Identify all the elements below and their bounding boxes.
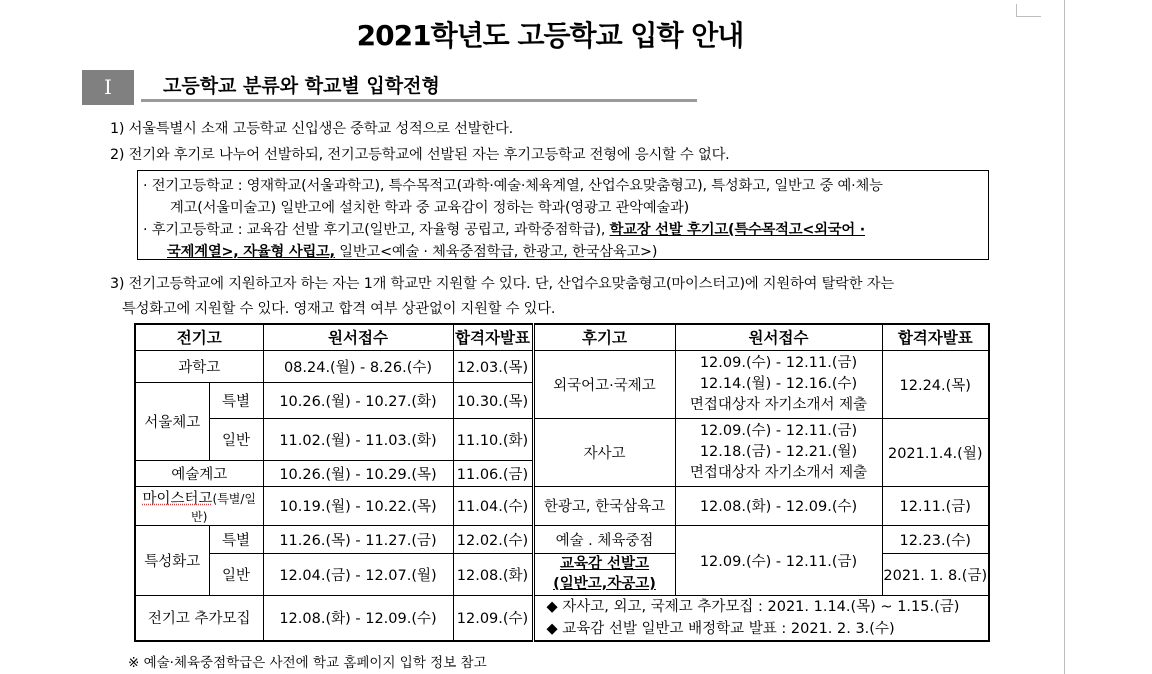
header-result: 합격자발표 — [453, 324, 533, 350]
school-type-box — [137, 170, 989, 260]
header-early: 전기고 — [135, 324, 263, 350]
late-notes: ◆ 자사고, 외고, 국제고 추가모집 : 2021. 1.14.(목) ~ 1.15.(금) ◆ 교육감 선발 일반고 배정학교 발표 : 2021. 2. 3.(수) — [533, 595, 989, 641]
header-apply: 원서접수 — [263, 324, 453, 350]
table-header-row — [135, 324, 989, 350]
header-late: 후기고 — [533, 324, 675, 350]
admission-schedule-table — [134, 323, 990, 642]
box-line-3: · 후기고등학교 : 교육감 선발 후기고(일반고, 자율형 공립고, 과학중점학급), 학교장 선발 후기고(특수목적고<외국어 · — [143, 222, 866, 238]
table-row: 전기고 추가모집 12.08.(화) - 12.09.(수) 12.09.(수) ◆ 자사고, 외고, 국제고 추가모집 : 2021. 1.14.(목) ~ 1.15.(금) ◆ 교육감 선발 일반고 배정학교 발표 : 2021. 2. 3.(수) — [135, 595, 989, 641]
section-title: 고등학교 분류와 학교별 입학전형 — [141, 70, 697, 102]
table-row: 특성화고 특별 11.26.(목) - 11.27.(금) 12.02.(수) 예술 . 체육중점 12.09.(수) - 12.11.(금) 12.23.(수) — [135, 525, 989, 553]
table-row: 과학고 08.24.(월) - 8.26.(수) 12.03.(목) 외국어고·국제고 12.09.(수) - 12.11.(금) 12.14.(월) - 12.16.(수) 면접대상자 자기소개서 제출 12.24.(목) — [135, 350, 989, 382]
item-1: 1) 서울특별시 소재 고등학교 신입생은 중학교 성적으로 선발한다. — [110, 121, 513, 137]
private-apply: 12.09.(수) - 12.11.(금) 12.18.(금) - 12.21.(월) 면접대상자 자기소개서 제출 — [675, 418, 882, 486]
header-result-late: 합격자발표 — [882, 324, 989, 350]
edu-select-name: 교육감 선발고 (일반고,자공고) — [533, 553, 675, 595]
table-row: 일반 12.04.(금) - 12.07.(월) 12.08.(화) 교육감 선발고 (일반고,자공고) 2021. 1. 8.(금) — [135, 553, 989, 595]
foreign-apply: 12.09.(수) - 12.11.(금) 12.14.(월) - 12.16.(수) 면접대상자 자기소개서 제출 — [675, 350, 882, 418]
item-2: 2) 전기와 후기로 나누어 선발하되, 전기고등학교에 선발된 자는 후기고등학교 전형에 응시할 수 없다. — [110, 147, 730, 163]
header-apply-late: 원서접수 — [675, 324, 882, 350]
page-title: 2021학년도 고등학교 입학 안내 — [356, 19, 744, 52]
table-row: 일반 11.02.(월) - 11.03.(화) 11.10.(화) 자사고 12.09.(수) - 12.11.(금) 12.18.(금) - 12.21.(월) 면접대상자 자기소개서 제출 2021.1.4.(월) — [135, 418, 989, 460]
footer-note: ※ 예술·체육중점학급은 사전에 학교 홈페이지 입학 정보 참고 — [128, 655, 487, 671]
box-line-2: 계고(서울미술고) 일반고에 설치한 학과 중 교육감이 정하는 학과(영광고 관악예술과) — [170, 200, 690, 216]
item-3-line-1: 3) 전기고등학교에 지원하고자 하는 자는 1개 학교만 지원할 수 있다. 단, 산업수요맞춤형고(마이스터고)에 지원하여 탈락한 자는 — [110, 276, 894, 292]
section-number: I — [82, 70, 134, 105]
table-row: 마이스터고(특별/일반) 10.19.(월) - 10.22.(목) 11.04.(수) 한광고, 한국삼육고 12.08.(화) - 12.09.(수) 12.11.(금) — [135, 486, 989, 525]
table-row: 서울체고 특별 10.26.(월) - 10.27.(화) 10.30.(목) — [135, 382, 989, 418]
table-row: 예술계고 10.26.(월) - 10.29.(목) 11.06.(금) — [135, 460, 989, 486]
item-3-line-2: 특성화고에 지원할 수 있다. 영재고 합격 여부 상관없이 지원할 수 있다. — [122, 301, 556, 317]
box-line-4: 국제계열>, 자율형 사립고, 일반고<예술 · 체육중점학급, 한광고, 한국삼육고>) — [167, 244, 658, 260]
box-line-1: · 전기고등학교 : 영재학교(서울과학고), 특수목적고(과학·예술·체육계열, 산업수요맞춤형고), 특성화고, 일반고 중 예·체능 — [143, 178, 883, 194]
page-margin-line — [1064, 0, 1065, 674]
